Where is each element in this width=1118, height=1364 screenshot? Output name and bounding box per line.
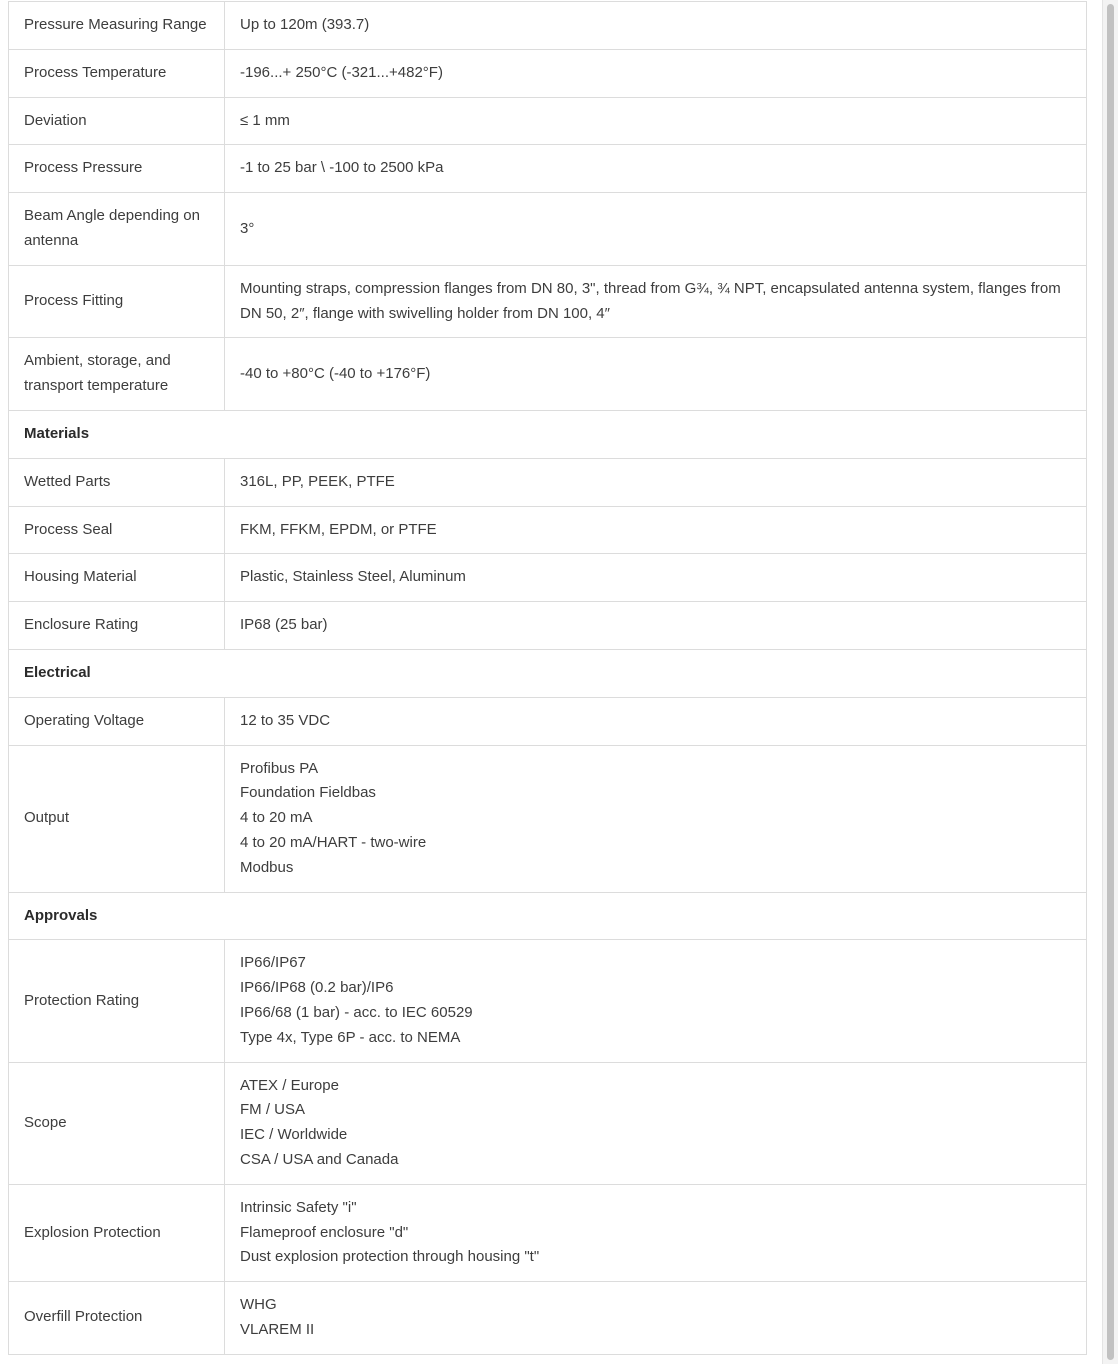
spec-label: Overfill Protection <box>9 1282 225 1355</box>
spec-value <box>225 265 1087 338</box>
spec-label: Output <box>9 745 225 892</box>
spec-value <box>225 97 1087 145</box>
scrollbar-thumb[interactable] <box>1107 4 1114 1360</box>
spec-value-line: ≤ 1 mm <box>240 111 290 129</box>
spec-value-line: ATEX / Europe <box>240 1076 339 1094</box>
spec-label: Beam Angle depending on antenna <box>9 193 225 266</box>
spec-label: Ambient, storage, and transport temperature <box>9 338 225 411</box>
section-header-row <box>9 892 1087 940</box>
spec-row <box>9 458 1087 506</box>
spec-value-line: 12 to 35 VDC <box>240 711 331 729</box>
spec-value <box>225 1184 1087 1281</box>
spec-value <box>225 745 1087 892</box>
spec-row <box>9 940 1087 1062</box>
spec-value-line: Type 4x, Type 6P - acc. to NEMA <box>240 1028 461 1046</box>
section-title: Approvals <box>9 892 1087 940</box>
spec-value <box>225 49 1087 97</box>
spec-value-line: Foundation Fieldbas <box>240 784 376 802</box>
spec-value <box>225 1062 1087 1184</box>
spec-row <box>9 745 1087 892</box>
spec-row <box>9 2 1087 50</box>
spec-label: Wetted Parts <box>9 458 225 506</box>
spec-value-line: 4 to 20 mA <box>240 809 313 827</box>
spec-row <box>9 49 1087 97</box>
spec-row <box>9 554 1087 602</box>
spec-row <box>9 1062 1087 1184</box>
spec-value-line: IEC / Worldwide <box>240 1126 348 1144</box>
spec-value-line: 3° <box>240 219 255 237</box>
spec-value-line: Flameproof enclosure "d" <box>240 1223 409 1241</box>
spec-value-line: Up to 120m (393.7) <box>240 16 370 33</box>
spec-value-line: Intrinsic Safety "i" <box>240 1198 357 1216</box>
vertical-scrollbar[interactable] <box>1102 0 1118 1364</box>
spec-row <box>9 338 1087 411</box>
section-header-row <box>9 649 1087 697</box>
spec-value <box>225 458 1087 506</box>
spec-value-line: IP66/IP67 <box>240 954 306 972</box>
section-title: Materials <box>9 410 1087 458</box>
spec-label: Operating Voltage <box>9 697 225 745</box>
spec-label: Process Pressure <box>9 145 225 193</box>
spec-label: Scope <box>9 1062 225 1184</box>
spec-value-line: -196...+ 250°C (-321...+482°F) <box>240 63 443 81</box>
spec-value-line: Modbus <box>240 858 294 876</box>
spec-value <box>225 506 1087 554</box>
spec-value-line: Profibus PA <box>240 759 319 777</box>
spec-label: Process Fitting <box>9 265 225 338</box>
spec-label: Explosion Protection <box>9 1184 225 1281</box>
spec-label: Enclosure Rating <box>9 602 225 650</box>
spec-table-body <box>9 2 1087 1355</box>
spec-value <box>225 602 1087 650</box>
spec-row <box>9 145 1087 193</box>
spec-value <box>225 193 1087 266</box>
spec-value-line: 316L, PP, PEEK, PTFE <box>240 472 395 490</box>
spec-label: Housing Material <box>9 554 225 602</box>
spec-value-line: IP68 (25 bar) <box>240 616 328 634</box>
spec-value-line: IP66/IP68 (0.2 bar)/IP6 <box>240 979 394 997</box>
spec-value <box>225 2 1087 50</box>
spec-value-line: VLAREM II <box>240 1320 315 1338</box>
spec-label: Process Temperature <box>9 49 225 97</box>
spec-value-line: FKM, FFKM, EPDM, or PTFE <box>240 520 437 538</box>
spec-value <box>225 554 1087 602</box>
spec-value-line: -1 to 25 bar \ -100 to 2500 kPa <box>240 159 444 177</box>
spec-value-line: CSA / USA and Canada <box>240 1150 399 1168</box>
spec-value <box>225 145 1087 193</box>
spec-row <box>9 265 1087 338</box>
spec-label: Pressure Measuring Range <box>9 2 225 50</box>
spec-row <box>9 697 1087 745</box>
spec-value-line: WHG <box>240 1296 277 1314</box>
spec-label: Deviation <box>9 97 225 145</box>
spec-value-line: -40 to +80°C (-40 to +176°F) <box>240 364 431 382</box>
section-title: Electrical <box>9 649 1087 697</box>
spec-row <box>9 602 1087 650</box>
spec-row <box>9 193 1087 266</box>
spec-row <box>9 97 1087 145</box>
spec-value <box>225 1282 1087 1355</box>
spec-value-line: IP66/68 (1 bar) - acc. to IEC 60529 <box>240 1003 473 1021</box>
spec-value-line: Mounting straps, compression flanges from DN 80, 3", thread from G¾, ¾ NPT, encapsulated antenna system, flanges from DN 50, 2″, flange with swivelling holder from DN 100, 4″ <box>240 279 1061 322</box>
spec-value-line: Plastic, Stainless Steel, Aluminum <box>240 568 466 586</box>
spec-table <box>8 1 1087 1355</box>
spec-value-line: 4 to 20 mA/HART - two-wire <box>240 833 427 851</box>
spec-row <box>9 1282 1087 1355</box>
spec-label: Process Seal <box>9 506 225 554</box>
spec-value-line: Dust explosion protection through housing "t" <box>240 1248 540 1266</box>
spec-value <box>225 697 1087 745</box>
section-header-row <box>9 410 1087 458</box>
spec-row <box>9 1184 1087 1281</box>
spec-value <box>225 338 1087 411</box>
spec-row <box>9 506 1087 554</box>
spec-value-line: FM / USA <box>240 1101 306 1119</box>
spec-label: Protection Rating <box>9 940 225 1062</box>
spec-value <box>225 940 1087 1062</box>
